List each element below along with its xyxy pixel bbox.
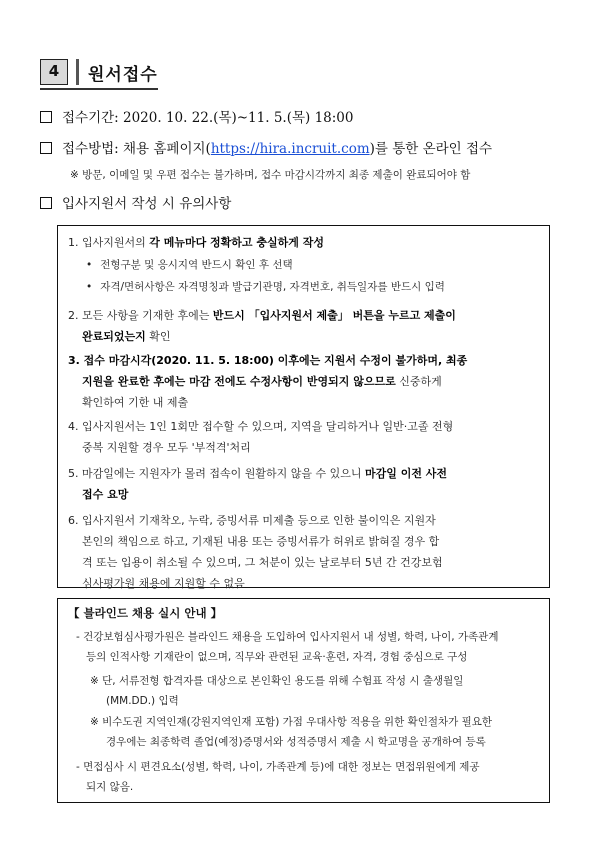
caution-4-line-1: 4. 입사지원서는 1인 1회만 접수할 수 있으며, 지역을 달리하거나 일반·고졸 전형 [68, 420, 454, 433]
caution-5 [68, 463, 538, 505]
blind-note-1-line-2: (MM.DD.) 입력 [106, 695, 179, 707]
blind-note-1 [90, 671, 463, 711]
blind-recruitment-box [57, 598, 550, 803]
caution-2-text: 2. 모든 사항을 기재한 후에는 [68, 309, 213, 322]
caution-2-emphasis-2: 완료되었는지 [82, 330, 146, 343]
caution-5-emphasis-2: 접수 요망 [82, 488, 129, 501]
cautions-box [57, 225, 550, 588]
caution-1-emphasis: 각 메뉴마다 정확하고 충실하게 작성 [149, 236, 324, 249]
caution-2-post: 확인 [145, 330, 171, 343]
caution-2-emphasis: 반드시 「입사지원서 제출」 버튼을 누르고 제출이 [212, 309, 456, 322]
blind-note-2 [90, 712, 492, 752]
caution-3-post: 신중하게 [395, 375, 442, 388]
blind-paragraph-1 [76, 627, 498, 667]
application-method [40, 137, 492, 157]
caution-3-emphasis: 3. 접수 마감시각(2020. 11. 5. 18:00) 이후에는 지원서 수정이 불가하며, 최종 [68, 354, 468, 367]
caution-2 [68, 305, 538, 347]
blind-paragraph-1-line-2: 등의 인적사항 기재란이 없으며, 직무와 관련된 교육·훈련, 자격, 경험 중심으로 구성 [86, 651, 468, 663]
caution-heading-text: 입사지원서 작성 시 유의사항 [62, 196, 232, 212]
caution-4-line-2: 중복 지원할 경우 모두 '부적격'처리 [82, 441, 251, 454]
blind-recruitment-title: 【 블라인드 채용 실시 안내 】 [68, 606, 223, 620]
recruit-site-link[interactable]: https://hira.incruit.com [210, 141, 370, 157]
application-method-prefix: 접수방법: 채용 홈페이지( [62, 141, 211, 157]
blind-paragraph-2-line-1: - 면접심사 시 편견요소(성별, 학력, 나이, 가족관계 등)에 대한 정보는 면접위원에게 제공 [76, 761, 480, 773]
caution-6-line-3: 격 또는 입용이 취소될 수 있으며, 그 처분이 있는 날로부터 5년 간 건강보험 [82, 556, 443, 569]
section-underline [40, 88, 158, 90]
caution-6-line-2: 본인의 책임으로 하고, 기재된 내용 또는 증빙서류가 허위로 밝혀질 경우 합 [82, 535, 440, 548]
section-divider [76, 59, 79, 85]
caution-1-bullet-2: • 자격/면허사항은 자격명칭과 발급기관명, 자격번호, 취득일자를 반드시 입력 [86, 279, 445, 294]
caution-4 [68, 416, 538, 458]
blind-note-2-line-1: ※ 비수도권 지역인재(강원지역인재 포함) 가점 우대사항 적용을 위한 확인절차가 필요한 [90, 716, 493, 728]
checkbox-icon [40, 197, 52, 209]
application-period-text: 접수기간: 2020. 10. 22.(목)~11. 5.(목) 18:00 [62, 110, 354, 126]
caution-6 [68, 510, 538, 594]
section-number: 4 [40, 59, 68, 85]
caution-1 [68, 232, 538, 253]
caution-1-bullet-1: • 전형구분 및 응시지역 반드시 확인 후 선택 [86, 257, 293, 272]
checkbox-icon [40, 142, 52, 154]
caution-3 [68, 350, 538, 413]
caution-5-text: 5. 마감일에는 지원자가 몰려 접속이 원활하지 않을 수 있으니 [68, 467, 365, 480]
application-note: ※ 방문, 이메일 및 우편 접수는 불가하며, 접수 마감시각까지 최종 제출이 완료되어야 함 [70, 169, 471, 181]
checkbox-icon [40, 111, 52, 123]
section-title: 원서접수 [88, 65, 158, 85]
caution-5-emphasis: 마감일 이전 사전 [365, 467, 448, 480]
blind-note-2-line-2: 경우에는 최종학력 졸업(예정)증명서와 성적증명서 제출 시 학교명을 공개하여 등록 [106, 736, 486, 748]
blind-paragraph-2 [76, 757, 480, 797]
blind-paragraph-2-line-2: 되지 않음. [86, 781, 134, 793]
application-method-suffix: )를 통한 온라인 접수 [369, 141, 493, 157]
caution-6-line-4: 심사평가원 채용에 지원할 수 없음 [82, 577, 245, 590]
blind-note-1-line-1: ※ 단, 서류전형 합격자를 대상으로 본인확인 용도를 위해 수험표 작성 시 출생월일 [90, 675, 464, 687]
application-period [40, 106, 353, 126]
caution-3-emphasis-2: 지원을 완료한 후에는 마감 전에도 수정사항이 반영되지 않으므로 [82, 375, 396, 388]
blind-paragraph-1-line-1: - 건강보험심사평가원은 블라인드 채용을 도입하여 입사지원서 내 성별, 학력, 나이, 가족관계 [76, 631, 499, 643]
caution-1-text: 1. 입사지원서의 [68, 236, 150, 249]
caution-6-line-1: 6. 입사지원서 기재착오, 누락, 증빙서류 미제출 등으로 인한 불이익은 지원자 [68, 514, 436, 527]
caution-heading [40, 192, 231, 212]
caution-3-line-3: 확인하여 기한 내 제출 [82, 396, 189, 409]
section-header [40, 57, 160, 87]
